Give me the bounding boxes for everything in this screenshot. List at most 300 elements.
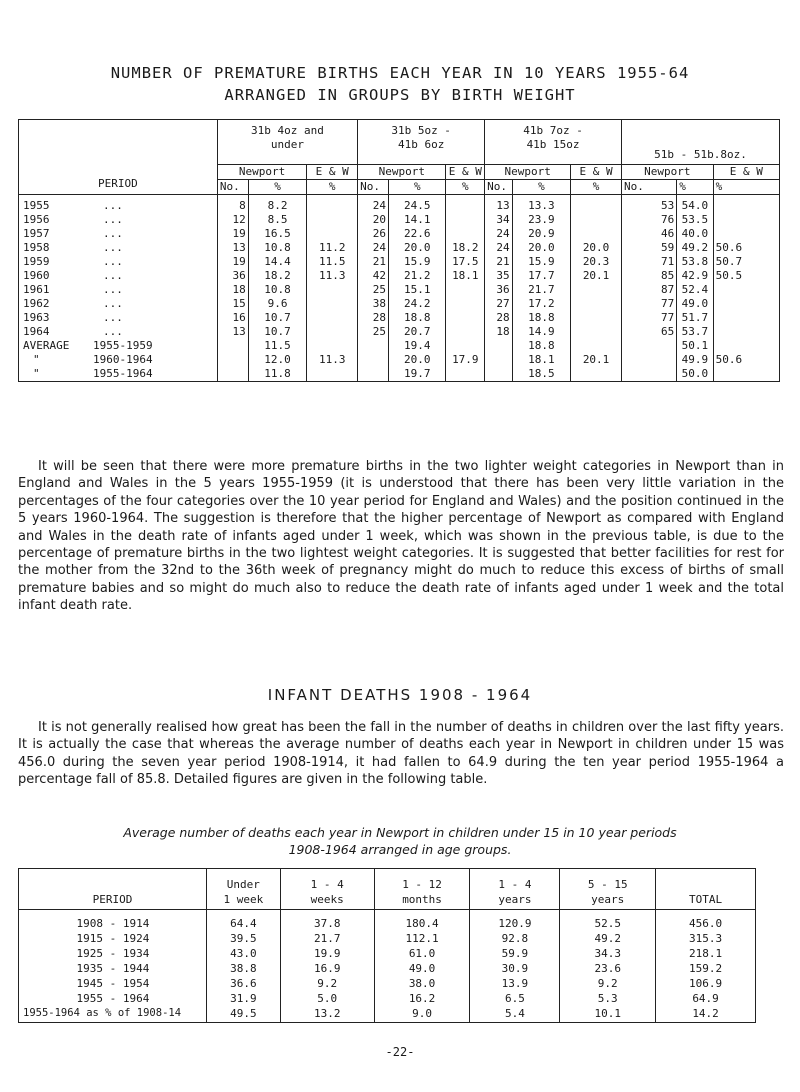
value-cell xyxy=(485,367,512,382)
value-cell xyxy=(621,367,676,382)
value-cell: 28 xyxy=(485,311,512,325)
value-cell: 65 xyxy=(621,325,676,339)
value-cell: 21.7 xyxy=(280,931,374,946)
period-cell: 1925 - 1934 xyxy=(19,946,207,961)
paragraph-infant-deaths: It is not generally realised how great has been the fall in the number of deaths in children over the last fifty years. It is actually the case that whereas the average number of deaths each year in Newport in children under 15 was 456.0 during the seven year period 1908-1914, it had fallen to 64.9 during the ten year period 1955-1964 a percentage fall of 85.8. Detailed figures are given in the following table. xyxy=(18,720,784,788)
page-title: NUMBER OF PREMATURE BIRTHS EACH YEAR IN 10 YEARS 1955-64 xyxy=(110,64,690,82)
table-row xyxy=(19,269,780,283)
ew-header: E & W xyxy=(713,165,779,180)
value-cell: 21.7 xyxy=(512,283,571,297)
period-cell: 1915 - 1924 xyxy=(19,931,207,946)
value-cell: 112.1 xyxy=(374,931,470,946)
newport-header: Newport xyxy=(621,165,713,180)
value-cell: 10.7 xyxy=(248,325,307,339)
value-cell xyxy=(713,325,779,339)
ew-header: E & W xyxy=(446,165,485,180)
weight-group-header: 51b - 51b.8oz. xyxy=(621,120,779,165)
value-cell: 85 xyxy=(621,269,676,283)
value-cell xyxy=(713,311,779,325)
value-cell: 20.0 xyxy=(512,241,571,255)
value-cell: 49.0 xyxy=(374,961,470,976)
value-cell xyxy=(307,283,358,297)
average-label: " xyxy=(33,367,40,380)
value-cell xyxy=(217,339,248,353)
leader-dots: ... xyxy=(103,241,123,254)
year-label: 1963 xyxy=(23,311,50,324)
value-cell: 9.0 xyxy=(374,1006,470,1023)
leader-dots: ... xyxy=(103,199,123,212)
value-cell: 22.6 xyxy=(389,227,446,241)
table-row xyxy=(19,976,756,991)
period-cell xyxy=(19,311,218,325)
value-cell xyxy=(571,283,622,297)
value-cell: 9.2 xyxy=(560,976,656,991)
value-cell: 19.9 xyxy=(280,946,374,961)
value-cell: 18 xyxy=(485,325,512,339)
age-group-header: 1 - 4 years xyxy=(470,869,560,910)
value-cell: 14.1 xyxy=(389,213,446,227)
table-caption: Average number of deaths each year in Newport in children under 15 in 10 year periods 1908-1964 arranged in age groups. xyxy=(123,825,677,857)
period-cell: 1945 - 1954 xyxy=(19,976,207,991)
value-cell: 16.2 xyxy=(374,991,470,1006)
value-cell: 76 xyxy=(621,213,676,227)
value-cell: 20.9 xyxy=(512,227,571,241)
value-cell xyxy=(571,227,622,241)
value-cell: 52.5 xyxy=(560,910,656,932)
value-cell: 14.9 xyxy=(512,325,571,339)
value-cell: 13.3 xyxy=(512,195,571,214)
value-cell: 11.2 xyxy=(307,241,358,255)
section-heading-infant-deaths: INFANT DEATHS 1908 - 1964 xyxy=(267,686,533,704)
ew-header: E & W xyxy=(307,165,358,180)
pct-header: % xyxy=(571,180,622,195)
value-cell: 77 xyxy=(621,311,676,325)
table-row xyxy=(19,325,780,339)
value-cell: 53.5 xyxy=(677,213,713,227)
value-cell: 36.6 xyxy=(206,976,280,991)
value-cell: 26 xyxy=(358,227,389,241)
year-label: 1964 xyxy=(23,325,50,338)
weight-group-header: 31b 5oz - 41b 6oz xyxy=(358,120,485,165)
period-cell xyxy=(19,325,218,339)
value-cell: 11.8 xyxy=(248,367,307,382)
value-cell xyxy=(307,227,358,241)
leader-dots: ... xyxy=(103,311,123,324)
age-group-header: 1 - 4 weeks xyxy=(280,869,374,910)
year-label: 1958 xyxy=(23,241,50,254)
period-cell xyxy=(19,283,218,297)
value-cell: 17.9 xyxy=(446,353,485,367)
value-cell xyxy=(446,339,485,353)
average-range: 1955-1964 xyxy=(93,367,153,380)
value-cell: 8.5 xyxy=(248,213,307,227)
period-header: PERIOD xyxy=(19,869,207,910)
value-cell: 23.9 xyxy=(512,213,571,227)
value-cell: 61.0 xyxy=(374,946,470,961)
average-range: 1955-1959 xyxy=(93,339,153,352)
pct-header: % xyxy=(307,180,358,195)
newport-header: Newport xyxy=(485,165,571,180)
value-cell xyxy=(358,339,389,353)
leader-dots: ... xyxy=(103,283,123,296)
value-cell: 13 xyxy=(485,195,512,214)
value-cell: 10.8 xyxy=(248,283,307,297)
pct-header: % xyxy=(446,180,485,195)
value-cell: 49.5 xyxy=(206,1006,280,1023)
value-cell: 38.8 xyxy=(206,961,280,976)
value-cell: 18 xyxy=(217,283,248,297)
leader-dots: ... xyxy=(103,255,123,268)
value-cell: 159.2 xyxy=(656,961,756,976)
value-cell xyxy=(713,195,779,214)
value-cell: 24 xyxy=(358,241,389,255)
value-cell: 92.8 xyxy=(470,931,560,946)
value-cell: 52.4 xyxy=(677,283,713,297)
value-cell xyxy=(621,339,676,353)
infant-deaths-table xyxy=(18,868,756,1023)
period-cell xyxy=(19,255,218,269)
value-cell: 20.0 xyxy=(389,241,446,255)
value-cell: 19.7 xyxy=(389,367,446,382)
value-cell xyxy=(571,195,622,214)
table-row xyxy=(19,213,780,227)
table-row xyxy=(19,283,780,297)
value-cell xyxy=(571,311,622,325)
value-cell: 20.7 xyxy=(389,325,446,339)
value-cell xyxy=(446,311,485,325)
period-header: PERIOD xyxy=(19,120,218,195)
value-cell: 15.9 xyxy=(389,255,446,269)
average-label: AVERAGE xyxy=(23,339,70,352)
value-cell: 19 xyxy=(217,227,248,241)
value-cell: 16.5 xyxy=(248,227,307,241)
value-cell: 13.9 xyxy=(470,976,560,991)
weight-group-header: 31b 4oz and under xyxy=(217,120,357,165)
value-cell: 20.1 xyxy=(571,353,622,367)
value-cell xyxy=(307,367,358,382)
value-cell: 50.6 xyxy=(713,241,779,255)
value-cell: 17.5 xyxy=(446,255,485,269)
value-cell xyxy=(446,367,485,382)
period-cell xyxy=(19,339,218,353)
average-row xyxy=(19,353,780,367)
value-cell: 50.7 xyxy=(713,255,779,269)
value-cell: 14.2 xyxy=(656,1006,756,1023)
value-cell: 37.8 xyxy=(280,910,374,932)
value-cell: 31.9 xyxy=(206,991,280,1006)
table-row xyxy=(19,946,756,961)
table-row xyxy=(19,931,756,946)
value-cell: 49.0 xyxy=(677,297,713,311)
value-cell: 11.3 xyxy=(307,269,358,283)
period-cell xyxy=(19,367,218,382)
period-cell xyxy=(19,297,218,311)
value-cell: 5.0 xyxy=(280,991,374,1006)
average-label: " xyxy=(33,353,40,366)
value-cell: 23.6 xyxy=(560,961,656,976)
value-cell xyxy=(713,283,779,297)
value-cell: 16.9 xyxy=(280,961,374,976)
value-cell: 38.0 xyxy=(374,976,470,991)
value-cell: 36 xyxy=(217,269,248,283)
value-cell: 20.0 xyxy=(571,241,622,255)
period-cell: 1935 - 1944 xyxy=(19,961,207,976)
value-cell: 20.0 xyxy=(389,353,446,367)
no-header: No. xyxy=(621,180,676,195)
value-cell: 21 xyxy=(358,255,389,269)
age-group-header: 5 - 15 years xyxy=(560,869,656,910)
value-cell xyxy=(446,213,485,227)
year-label: 1955 xyxy=(23,199,50,212)
value-cell: 17.7 xyxy=(512,269,571,283)
value-cell: 50.6 xyxy=(713,353,779,367)
value-cell: 15 xyxy=(217,297,248,311)
value-cell: 34 xyxy=(485,213,512,227)
period-cell: 1908 - 1914 xyxy=(19,910,207,932)
value-cell xyxy=(446,325,485,339)
year-label: 1957 xyxy=(23,227,50,240)
value-cell: 15.1 xyxy=(389,283,446,297)
premature-births-table xyxy=(18,119,780,382)
value-cell xyxy=(571,297,622,311)
value-cell: 10.1 xyxy=(560,1006,656,1023)
value-cell: 64.9 xyxy=(656,991,756,1006)
value-cell xyxy=(571,339,622,353)
value-cell: 180.4 xyxy=(374,910,470,932)
value-cell: 53.7 xyxy=(677,325,713,339)
value-cell xyxy=(446,283,485,297)
value-cell: 24.5 xyxy=(389,195,446,214)
value-cell: 16 xyxy=(217,311,248,325)
value-cell: 42.9 xyxy=(677,269,713,283)
average-row xyxy=(19,339,780,353)
value-cell: 43.0 xyxy=(206,946,280,961)
value-cell: 106.9 xyxy=(656,976,756,991)
table-row xyxy=(19,297,780,311)
value-cell: 20.1 xyxy=(571,269,622,283)
value-cell xyxy=(571,325,622,339)
value-cell: 71 xyxy=(621,255,676,269)
table-row xyxy=(19,241,780,255)
value-cell: 39.5 xyxy=(206,931,280,946)
value-cell xyxy=(446,297,485,311)
value-cell: 54.0 xyxy=(677,195,713,214)
no-header: No. xyxy=(485,180,512,195)
value-cell xyxy=(307,311,358,325)
value-cell: 18.2 xyxy=(248,269,307,283)
ew-header: E & W xyxy=(571,165,622,180)
value-cell xyxy=(217,353,248,367)
value-cell: 18.8 xyxy=(512,311,571,325)
value-cell: 17.2 xyxy=(512,297,571,311)
value-cell: 24 xyxy=(485,227,512,241)
value-cell: 19.4 xyxy=(389,339,446,353)
value-cell: 53 xyxy=(621,195,676,214)
table-row xyxy=(19,991,756,1006)
value-cell: 18.1 xyxy=(446,269,485,283)
pct-header: % xyxy=(713,180,779,195)
value-cell: 18.5 xyxy=(512,367,571,382)
value-cell xyxy=(446,227,485,241)
value-cell: 18.8 xyxy=(512,339,571,353)
value-cell: 18.1 xyxy=(512,353,571,367)
value-cell: 25 xyxy=(358,325,389,339)
value-cell: 13 xyxy=(217,241,248,255)
average-range: 1960-1964 xyxy=(93,353,153,366)
value-cell: 46 xyxy=(621,227,676,241)
leader-dots: ... xyxy=(103,227,123,240)
value-cell: 24 xyxy=(485,241,512,255)
table-row xyxy=(19,910,756,932)
total-header: TOTAL xyxy=(656,869,756,910)
average-row xyxy=(19,367,780,382)
period-cell xyxy=(19,353,218,367)
table-row xyxy=(19,255,780,269)
value-cell: 13 xyxy=(217,325,248,339)
period-cell xyxy=(19,213,218,227)
value-cell: 9.6 xyxy=(248,297,307,311)
page-subtitle: ARRANGED IN GROUPS BY BIRTH WEIGHT xyxy=(224,86,576,104)
value-cell: 42 xyxy=(358,269,389,283)
value-cell: 14.4 xyxy=(248,255,307,269)
value-cell: 6.5 xyxy=(470,991,560,1006)
page-number: -22- xyxy=(385,1045,415,1059)
value-cell: 12.0 xyxy=(248,353,307,367)
value-cell: 38 xyxy=(358,297,389,311)
value-cell xyxy=(217,367,248,382)
value-cell: 20.3 xyxy=(571,255,622,269)
value-cell: 11.5 xyxy=(248,339,307,353)
value-cell xyxy=(621,353,676,367)
value-cell: 21.2 xyxy=(389,269,446,283)
age-group-header: 1 - 12 months xyxy=(374,869,470,910)
value-cell: 35 xyxy=(485,269,512,283)
value-cell: 87 xyxy=(621,283,676,297)
value-cell xyxy=(358,353,389,367)
value-cell: 30.9 xyxy=(470,961,560,976)
value-cell: 9.2 xyxy=(280,976,374,991)
value-cell: 11.5 xyxy=(307,255,358,269)
year-label: 1960 xyxy=(23,269,50,282)
newport-header: Newport xyxy=(217,165,306,180)
value-cell: 120.9 xyxy=(470,910,560,932)
value-cell xyxy=(713,213,779,227)
value-cell: 50.0 xyxy=(677,367,713,382)
value-cell: 15.9 xyxy=(512,255,571,269)
no-header: No. xyxy=(217,180,248,195)
year-label: 1962 xyxy=(23,297,50,310)
period-cell xyxy=(19,269,218,283)
table-row xyxy=(19,1006,756,1023)
table-row xyxy=(19,227,780,241)
paragraph-premature-births: It will be seen that there were more premature births in the two lighter weight categories in Newport than in England and Wales in the 5 years 1955-1959 (it is understood that there has been very little variation in the percentages of the four categories over the 10 year period for England and Wales) and the position continued in the 5 years 1960-1964. The suggestion is therefore that the higher percentage of Newport as compared with England and Wales in the death rate of infants aged under 1 week, which was shown in the previous table, is due to the percentage of premature births in the two lightest weight categories. It is suggested that better facilities for rest for the mother from the 32nd to the 36th week of pregnancy might do much to reduce this excess of births of small premature babies and so might do much also to reduce the death rate of infants aged under 1 week and the total infant death rate. xyxy=(18,459,784,614)
value-cell xyxy=(713,227,779,241)
table-row xyxy=(19,311,780,325)
value-cell: 24.2 xyxy=(389,297,446,311)
value-cell: 59 xyxy=(621,241,676,255)
value-cell: 20 xyxy=(358,213,389,227)
value-cell: 28 xyxy=(358,311,389,325)
pct-header: % xyxy=(512,180,571,195)
value-cell: 18.2 xyxy=(446,241,485,255)
value-cell: 40.0 xyxy=(677,227,713,241)
value-cell: 10.7 xyxy=(248,311,307,325)
pct-header: % xyxy=(677,180,713,195)
value-cell: 34.3 xyxy=(560,946,656,961)
value-cell: 5.3 xyxy=(560,991,656,1006)
value-cell: 5.4 xyxy=(470,1006,560,1023)
value-cell: 50.5 xyxy=(713,269,779,283)
value-cell xyxy=(713,367,779,382)
leader-dots: ... xyxy=(103,213,123,226)
leader-dots: ... xyxy=(103,269,123,282)
value-cell xyxy=(358,367,389,382)
value-cell: 456.0 xyxy=(656,910,756,932)
value-cell xyxy=(485,353,512,367)
value-cell xyxy=(307,297,358,311)
value-cell xyxy=(713,339,779,353)
value-cell: 8 xyxy=(217,195,248,214)
value-cell xyxy=(446,195,485,214)
no-header: No. xyxy=(358,180,389,195)
value-cell: 36 xyxy=(485,283,512,297)
value-cell: 18.8 xyxy=(389,311,446,325)
value-cell xyxy=(307,325,358,339)
newport-header: Newport xyxy=(358,165,446,180)
value-cell: 50.1 xyxy=(677,339,713,353)
value-cell: 12 xyxy=(217,213,248,227)
value-cell: 13.2 xyxy=(280,1006,374,1023)
value-cell: 21 xyxy=(485,255,512,269)
year-label: 1956 xyxy=(23,213,50,226)
value-cell: 11.3 xyxy=(307,353,358,367)
period-cell: 1955 - 1964 xyxy=(19,991,207,1006)
value-cell: 49.9 xyxy=(677,353,713,367)
value-cell xyxy=(485,339,512,353)
leader-dots: ... xyxy=(103,325,123,338)
value-cell: 315.3 xyxy=(656,931,756,946)
pct-header: % xyxy=(248,180,307,195)
period-cell xyxy=(19,241,218,255)
value-cell: 19 xyxy=(217,255,248,269)
value-cell xyxy=(571,213,622,227)
table-row xyxy=(19,195,780,214)
value-cell: 27 xyxy=(485,297,512,311)
value-cell: 49.2 xyxy=(560,931,656,946)
value-cell: 53.8 xyxy=(677,255,713,269)
value-cell: 8.2 xyxy=(248,195,307,214)
value-cell: 64.4 xyxy=(206,910,280,932)
value-cell xyxy=(307,339,358,353)
value-cell: 59.9 xyxy=(470,946,560,961)
value-cell: 49.2 xyxy=(677,241,713,255)
value-cell xyxy=(571,367,622,382)
period-cell: 1955-1964 as % of 1908-14 xyxy=(19,1006,207,1023)
value-cell: 25 xyxy=(358,283,389,297)
value-cell xyxy=(713,297,779,311)
value-cell: 24 xyxy=(358,195,389,214)
period-cell xyxy=(19,195,218,214)
leader-dots: ... xyxy=(103,297,123,310)
pct-header: % xyxy=(389,180,446,195)
table-row xyxy=(19,961,756,976)
value-cell: 51.7 xyxy=(677,311,713,325)
value-cell xyxy=(307,213,358,227)
year-label: 1959 xyxy=(23,255,50,268)
value-cell: 10.8 xyxy=(248,241,307,255)
value-cell xyxy=(307,195,358,214)
year-label: 1961 xyxy=(23,283,50,296)
